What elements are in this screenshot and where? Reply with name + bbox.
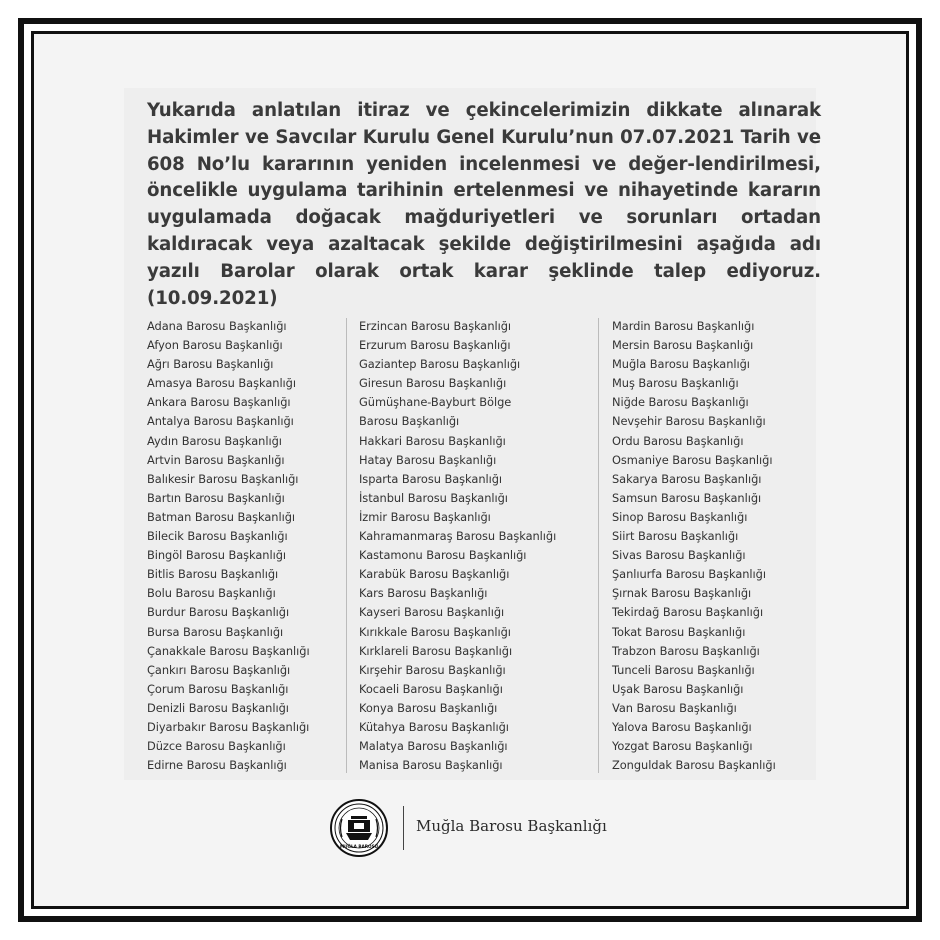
bar-list-item: Osmaniye Barosu Başkanlığı xyxy=(612,452,773,467)
bar-list-item: Ankara Barosu Başkanlığı xyxy=(147,395,291,410)
column-separator xyxy=(598,318,599,773)
bar-list-item: Erzincan Barosu Başkanlığı xyxy=(359,319,512,333)
bar-list-item: Kayseri Barosu Başkanlığı xyxy=(359,605,505,620)
bar-list-item: Sakarya Barosu Başkanlığı xyxy=(612,471,762,486)
bar-list-item: Tekirdağ Barosu Başkanlığı xyxy=(612,605,764,620)
bar-list-item: Kahramanmaraş Barosu Başkanlığı xyxy=(359,529,557,544)
bar-list-item: Batman Barosu Başkanlığı xyxy=(147,509,295,524)
bar-list-item: Denizli Barosu Başkanlığı xyxy=(147,700,289,715)
bar-list-item: Aydın Barosu Başkanlığı xyxy=(147,433,282,448)
bar-list-item: Çanakkale Barosu Başkanlığı xyxy=(147,643,310,658)
bar-list-item: Kastamonu Barosu Başkanlığı xyxy=(359,548,527,563)
bar-list-column-1 xyxy=(147,317,310,775)
bar-list-item: Yozgat Barosu Başkanlığı xyxy=(612,739,753,754)
bar-list-item: Hakkari Barosu Başkanlığı xyxy=(359,433,506,448)
column-separator xyxy=(346,318,347,773)
bar-list-item: Karabük Barosu Başkanlığı xyxy=(359,567,510,582)
statement-paragraph: Yukarıda anlatılan itiraz ve çekincelerimizin dikkate alınarak Hakimler ve Savcılar Kurulu Genel Kurulu’nun 07.07.2021 Tarih ve 608 No’lu kararının yeniden incelenmesi ve değer-lendirilmesi, öncelikle uygulama tarihinin ertelenmesi ve nihayetinde kararın uygulamada doğacak mağduriyetleri ve sorunları ortadan kaldıracak veya azaltacak şekilde değiştirilmesini aşağıda adı yazılı Barolar olarak ortak karar şeklinde talep ediyoruz. (10.09.2021) xyxy=(147,100,821,309)
bar-list-item: Tokat Barosu Başkanlığı xyxy=(612,624,746,639)
bar-list-item: Giresun Barosu Başkanlığı xyxy=(359,376,507,391)
bar-list-item: Siirt Barosu Başkanlığı xyxy=(612,529,739,544)
bar-list-item: Düzce Barosu Başkanlığı xyxy=(147,739,286,754)
bar-list-item: Kırklareli Barosu Başkanlığı xyxy=(359,643,513,658)
bar-list-item: Artvin Barosu Başkanlığı xyxy=(147,452,285,467)
bar-list-item: Kırşehir Barosu Başkanlığı xyxy=(359,662,506,677)
bar-list-item: Manisa Barosu Başkanlığı xyxy=(359,758,503,773)
bar-list-item: Samsun Barosu Başkanlığı xyxy=(612,490,762,505)
bar-list-item: Çorum Barosu Başkanlığı xyxy=(147,681,289,696)
bar-list-item: Kütahya Barosu Başkanlığı xyxy=(359,719,509,734)
bar-list-item: Adana Barosu Başkanlığı xyxy=(147,319,287,333)
bar-list-item: Muş Barosu Başkanlığı xyxy=(612,376,739,391)
bar-list-item: Tunceli Barosu Başkanlığı xyxy=(612,662,755,677)
bar-list-item: Muğla Barosu Başkanlığı xyxy=(612,357,750,372)
bar-list-item: Şırnak Barosu Başkanlığı xyxy=(612,586,752,601)
bar-list-item: Antalya Barosu Başkanlığı xyxy=(147,414,294,429)
bar-list-item: Bingöl Barosu Başkanlığı xyxy=(147,548,287,563)
bar-list-item: Uşak Barosu Başkanlığı xyxy=(612,681,744,696)
bar-list-item: Amasya Barosu Başkanlığı xyxy=(147,376,296,391)
bar-list-item: Kırıkkale Barosu Başkanlığı xyxy=(359,624,511,639)
bar-list-item: Isparta Barosu Başkanlığı xyxy=(359,471,503,486)
bar-list-item: Nevşehir Barosu Başkanlığı xyxy=(612,414,766,429)
bar-list-item: Afyon Barosu Başkanlığı xyxy=(147,338,283,353)
bar-list-item: Sivas Barosu Başkanlığı xyxy=(612,548,746,563)
bar-list-item: Yalova Barosu Başkanlığı xyxy=(612,719,752,734)
bar-list-item: Barosu Başkanlığı xyxy=(359,414,460,429)
bar-list-item: Bolu Barosu Başkanlığı xyxy=(147,586,276,601)
bar-list-item: Sinop Barosu Başkanlığı xyxy=(612,509,748,524)
bar-list-item: Mardin Barosu Başkanlığı xyxy=(612,319,755,333)
bar-list-item: Gümüşhane-Bayburt Bölge xyxy=(359,395,512,410)
bar-list-item: Kars Barosu Başkanlığı xyxy=(359,586,488,601)
bar-list-item: Mersin Barosu Başkanlığı xyxy=(612,338,754,353)
bar-list-item: Van Barosu Başkanlığı xyxy=(612,700,737,715)
bar-list-item: İzmir Barosu Başkanlığı xyxy=(359,509,491,524)
bar-list-item: Bitlis Barosu Başkanlığı xyxy=(147,567,279,582)
muğla-bar-seal-logo xyxy=(330,799,388,857)
bar-list-item: Burdur Barosu Başkanlığı xyxy=(147,605,290,620)
footer-divider xyxy=(403,806,404,850)
bar-list-column-2 xyxy=(359,317,556,775)
bar-list-item: Şanlıurfa Barosu Başkanlığı xyxy=(612,567,766,582)
bar-list-item: Bartın Barosu Başkanlığı xyxy=(147,490,285,505)
bar-list-item: Edirne Barosu Başkanlığı xyxy=(147,758,287,773)
bar-list-item: Kocaeli Barosu Başkanlığı xyxy=(359,681,503,696)
bar-list-item: Ordu Barosu Başkanlığı xyxy=(612,433,744,448)
bar-list-item: Zonguldak Barosu Başkanlığı xyxy=(612,758,776,773)
bar-list-item: Konya Barosu Başkanlığı xyxy=(359,700,498,715)
bar-list-column-3 xyxy=(612,317,776,775)
bar-list-item: Niğde Barosu Başkanlığı xyxy=(612,395,749,410)
bar-list-item: Bilecik Barosu Başkanlığı xyxy=(147,529,288,544)
bar-list-item: İstanbul Barosu Başkanlığı xyxy=(359,490,508,505)
bar-list-item: Malatya Barosu Başkanlığı xyxy=(359,739,508,754)
bar-list-item: Gaziantep Barosu Başkanlığı xyxy=(359,357,521,372)
organization-name: Muğla Barosu Başkanlığı xyxy=(416,817,607,835)
bar-list-item: Bursa Barosu Başkanlığı xyxy=(147,624,284,639)
seal-caption: MUĞLA BAROSU xyxy=(339,844,379,849)
bar-list-item: Trabzon Barosu Başkanlığı xyxy=(612,643,760,658)
bar-list-item: Hatay Barosu Başkanlığı xyxy=(359,452,497,467)
bar-list-item: Ağrı Barosu Başkanlığı xyxy=(147,357,274,372)
bar-list-item: Diyarbakır Barosu Başkanlığı xyxy=(147,719,310,734)
bar-list-item: Balıkesir Barosu Başkanlığı xyxy=(147,471,299,486)
bar-list-item: Erzurum Barosu Başkanlığı xyxy=(359,338,511,353)
bar-list-item: Çankırı Barosu Başkanlığı xyxy=(147,662,291,677)
